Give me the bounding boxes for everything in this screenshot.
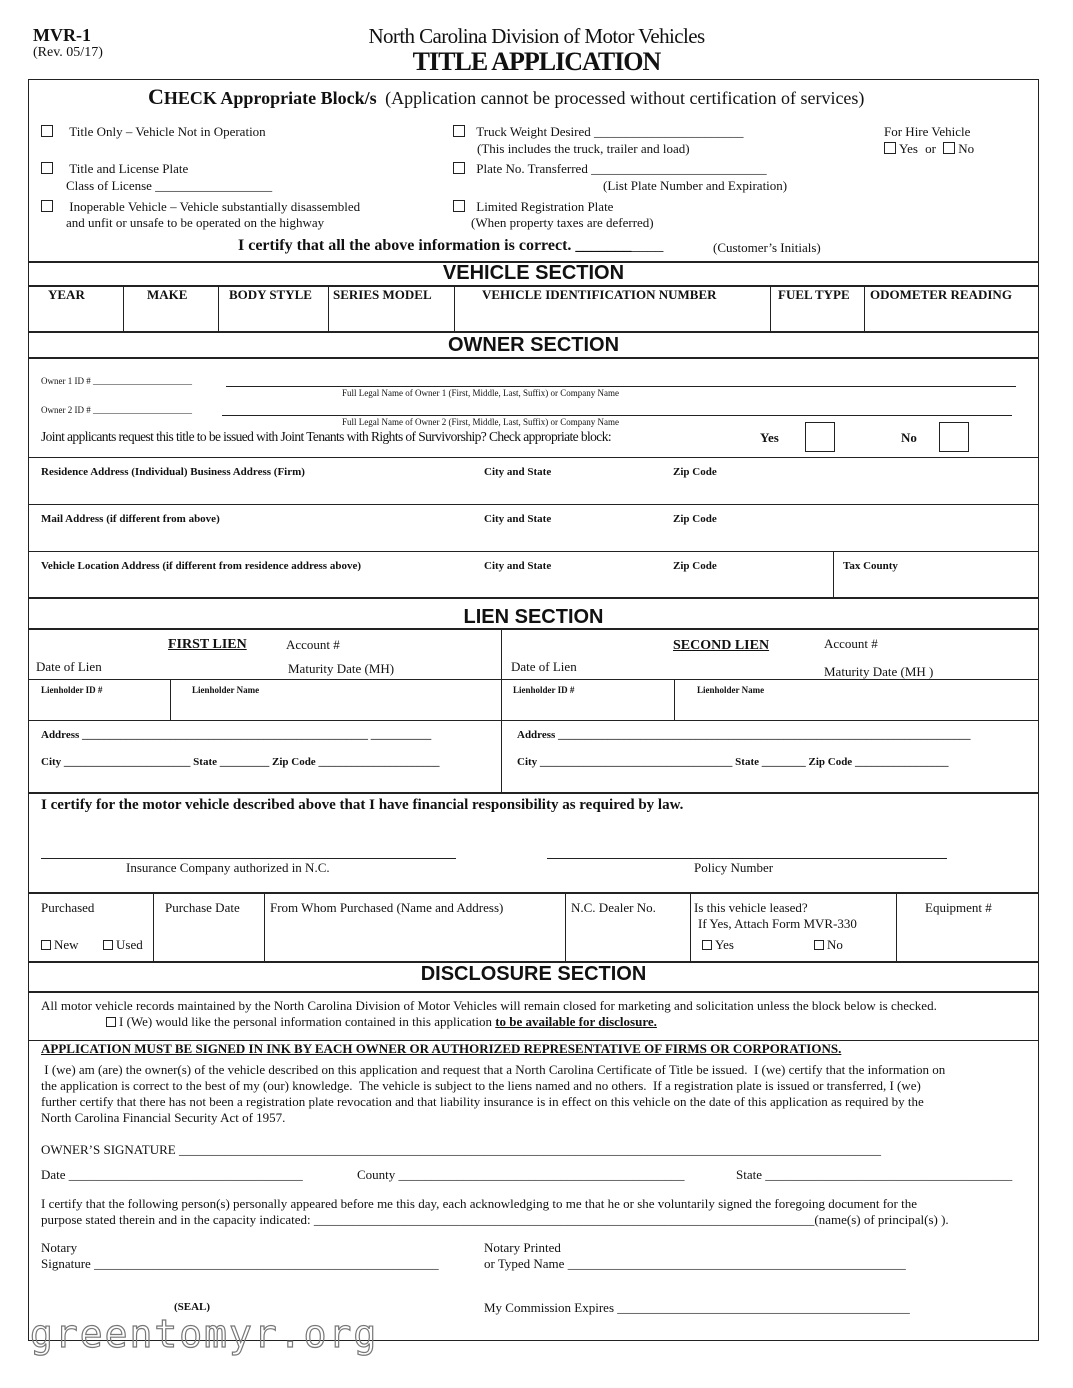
joint-yes-label: Yes [760, 430, 779, 445]
first-lien-heading: FIRST LIEN [168, 637, 247, 652]
second-lien-maturity[interactable]: Maturity Date (MH ) [824, 664, 934, 679]
owner-statement-line1: I (we) am (are) the owner(s) of the vehicle described on this application and request that a North Carolina Certificate of Title be issued. I (we) certify that the information on [41, 1062, 946, 1077]
limited-plate-note: (When property taxes are deferred) [471, 215, 654, 230]
notary-statement-line2[interactable]: purpose stated therein and in the capacity indicated: _____________________________________________________________________________(name(s) of principal(s) ). [41, 1212, 949, 1227]
signature-date-line[interactable]: Date ____________________________________ [41, 1167, 303, 1182]
owner2-name-caption: Full Legal Name of Owner 2 (First, Middle, Last, Suffix) or Company Name [342, 417, 620, 427]
for-hire-options[interactable]: Yes or No [884, 141, 974, 157]
first-lien-maturity[interactable]: Maturity Date (MH) [288, 661, 395, 676]
second-lien-account[interactable]: Account # [824, 636, 878, 651]
seal-label: (SEAL) [174, 1301, 211, 1313]
truck-weight-option[interactable]: Truck Weight Desired _______________________ [453, 124, 744, 140]
vehicle-location-label[interactable]: Vehicle Location Address (if different from residence address above) [41, 560, 361, 572]
mail-zip-label[interactable]: Zip Code [673, 513, 717, 525]
inoperable-note: and unfit or unsafe to be operated on the highway [66, 215, 325, 230]
col-make: MAKE [147, 287, 188, 302]
limited-plate-checkbox[interactable] [453, 200, 465, 212]
equipment-label[interactable]: Equipment # [925, 900, 992, 915]
location-city-label[interactable]: City and State [484, 560, 552, 572]
agency-name: North Carolina Division of Motor Vehicles [368, 24, 705, 48]
lienholder1-name[interactable]: Lienholder Name [192, 685, 260, 695]
for-hire-yes-checkbox[interactable] [884, 142, 896, 154]
truck-weight-note: (This includes the truck, trailer and load) [477, 141, 690, 156]
purchase-date-label[interactable]: Purchase Date [165, 900, 240, 915]
purchased-used-option[interactable]: Used [103, 937, 143, 953]
class-of-license[interactable]: Class of License __________________ [66, 178, 273, 193]
residence-city-label[interactable]: City and State [484, 466, 552, 478]
col-vin: VEHICLE IDENTIFICATION NUMBER [482, 287, 717, 302]
insurance-company-label[interactable]: Insurance Company authorized in N.C. [126, 860, 330, 875]
notary-typed-name-line[interactable]: or Typed Name ____________________________________________________ [484, 1256, 906, 1271]
leased-no-checkbox[interactable] [814, 940, 824, 950]
leased-question: Is this vehicle leased? [694, 900, 808, 915]
owner1-name-caption: Full Legal Name of Owner 1 (First, Middle, Last, Suffix) or Company Name [342, 388, 620, 398]
truck-weight-checkbox[interactable] [453, 125, 465, 137]
plate-transferred-option[interactable]: Plate No. Transferred ___________________________ [453, 161, 767, 177]
disclosure-section-heading: DISCLOSURE SECTION [420, 963, 647, 985]
policy-number-label[interactable]: Policy Number [694, 860, 774, 875]
leased-note: If Yes, Attach Form MVR-330 [698, 916, 857, 931]
sign-in-ink-heading: APPLICATION MUST BE SIGNED IN INK BY EACH OWNER OR AUTHORIZED REPRESENTATIVE OF FIRMS OR CORPORATIONS. [41, 1041, 842, 1056]
mail-city-label[interactable]: City and State [484, 513, 552, 525]
col-body-style: BODY STYLE [229, 287, 312, 302]
lien1-city-state-zip[interactable]: City _______________________ State _________ Zip Code ______________________ [41, 756, 440, 768]
owner-section-heading: OWNER SECTION [447, 334, 620, 356]
form-id: MVR-1 [33, 25, 91, 45]
vehicle-section-heading: VEHICLE SECTION [442, 262, 625, 284]
disclosure-option[interactable]: I (We) would like the personal information contained in this application to be available for disclosure. [106, 1014, 657, 1030]
second-lien-date[interactable]: Date of Lien [511, 659, 577, 674]
title-license-option[interactable]: Title and License Plate [41, 161, 188, 177]
title-license-checkbox[interactable] [41, 162, 53, 174]
joint-no-label: No [901, 430, 917, 445]
page-title: TITLE APPLICATION [412, 47, 661, 76]
disclosure-checkbox[interactable] [106, 1017, 116, 1027]
lienholder1-id[interactable]: Lienholder ID # [41, 685, 103, 695]
plate-note: (List Plate Number and Expiration) [603, 178, 788, 193]
owner1-id[interactable]: Owner 1 ID # ______________________ [41, 376, 192, 386]
inoperable-checkbox[interactable] [41, 200, 53, 212]
residence-zip-label[interactable]: Zip Code [673, 466, 717, 478]
owner-statement-line4: North Carolina Financial Security Act of 1957. [41, 1110, 286, 1125]
used-checkbox[interactable] [103, 940, 113, 950]
residence-address-label[interactable]: Residence Address (Individual) Business Address (Firm) [41, 466, 305, 478]
notary-label: Notary [41, 1240, 78, 1255]
customer-initials-label: (Customer’s Initials) [713, 240, 821, 255]
joint-yes-box[interactable] [805, 422, 835, 452]
owner-statement-line2: the application is correct to the best of my (our) knowledge. The vehicle is subject to the liens named and no others. If a registration plate is issued or transferred, I (we) [41, 1078, 921, 1093]
joint-no-box[interactable] [939, 422, 969, 452]
for-hire-label: For Hire Vehicle [884, 124, 971, 139]
inoperable-option[interactable]: Inoperable Vehicle – Vehicle substantially disassembled [41, 199, 360, 215]
col-series-model: SERIES MODEL [333, 287, 432, 302]
owner2-id[interactable]: Owner 2 ID # ______________________ [41, 405, 192, 415]
dealer-number-label[interactable]: N.C. Dealer No. [571, 900, 656, 915]
joint-tenants-question: Joint applicants request this title to be issued with Joint Tenants with Rights of Survivorship? Check appropriate block: [41, 429, 611, 444]
notary-statement-line1: I certify that the following person(s) personally appeared before me this day, each acknowledging to me that he or she voluntarily signed the foregoing document for the [41, 1196, 918, 1211]
certify-statement: I certify that all the above information is correct. ___________ [238, 237, 664, 254]
leased-yes-option[interactable]: Yes [702, 937, 734, 953]
lien2-city-state-zip[interactable]: City ___________________________________ State ________ Zip Code _________________ [517, 756, 949, 768]
lienholder2-id[interactable]: Lienholder ID # [513, 685, 575, 695]
title-only-checkbox[interactable] [41, 125, 53, 137]
watermark-text: greentomyr.org [30, 1312, 379, 1356]
first-lien-date[interactable]: Date of Lien [36, 659, 102, 674]
owner-signature-line[interactable]: OWNER’S SIGNATURE ____________________________________________________________________________________________________________ [41, 1142, 881, 1157]
tax-county-label[interactable]: Tax County [843, 560, 898, 572]
new-checkbox[interactable] [41, 940, 51, 950]
owner-statement-line3: further certify that there has not been a registration plate revocation and that liability insurance is in effect on this vehicle on the date of this application as required by the [41, 1094, 924, 1109]
first-lien-account[interactable]: Account # [286, 637, 340, 652]
notary-signature-line[interactable]: Signature _____________________________________________________ [41, 1256, 439, 1271]
title-only-option[interactable]: Title Only – Vehicle Not in Operation [41, 124, 266, 140]
signature-county-line[interactable]: County ____________________________________________ [357, 1167, 685, 1182]
for-hire-no-checkbox[interactable] [943, 142, 955, 154]
form-revision: (Rev. 05/17) [33, 45, 103, 60]
commission-expires-line[interactable]: My Commission Expires _____________________________________________ [484, 1300, 910, 1315]
mail-address-label[interactable]: Mail Address (if different from above) [41, 513, 220, 525]
lien1-address[interactable]: Address ____________________________________________________ ___________ [41, 729, 432, 741]
check-heading: CHECK Appropriate Block/s (Application cannot be processed without certification of services) [148, 84, 865, 109]
disclosure-text: All motor vehicle records maintained by the North Carolina Division of Motor Vehicles will remain closed for marketing and solicitation unless the block below is checked. [41, 998, 937, 1013]
purchased-new-option[interactable]: New [41, 937, 79, 953]
purchased-label: Purchased [41, 900, 95, 915]
limited-plate-option[interactable]: Limited Registration Plate [453, 199, 613, 215]
second-lien-heading: SECOND LIEN [673, 638, 770, 653]
leased-no-option[interactable]: No [814, 937, 843, 953]
lienholder2-name[interactable]: Lienholder Name [697, 685, 765, 695]
from-whom-label[interactable]: From Whom Purchased (Name and Address) [270, 900, 504, 915]
lien2-address[interactable]: Address ___________________________________________________________________________ [517, 729, 971, 741]
col-year: YEAR [48, 287, 85, 302]
col-fuel-type: FUEL TYPE [778, 287, 850, 302]
lien-section-heading: LIEN SECTION [463, 606, 604, 628]
notary-printed-label: Notary Printed [484, 1240, 561, 1255]
location-zip-label[interactable]: Zip Code [673, 560, 717, 572]
col-odometer: ODOMETER READING [870, 287, 1012, 302]
financial-responsibility-statement: I certify for the motor vehicle described above that I have financial responsibility as required by law. [41, 797, 684, 813]
leased-yes-checkbox[interactable] [702, 940, 712, 950]
plate-transferred-checkbox[interactable] [453, 162, 465, 174]
signature-state-line[interactable]: State ______________________________________ [736, 1167, 1013, 1182]
